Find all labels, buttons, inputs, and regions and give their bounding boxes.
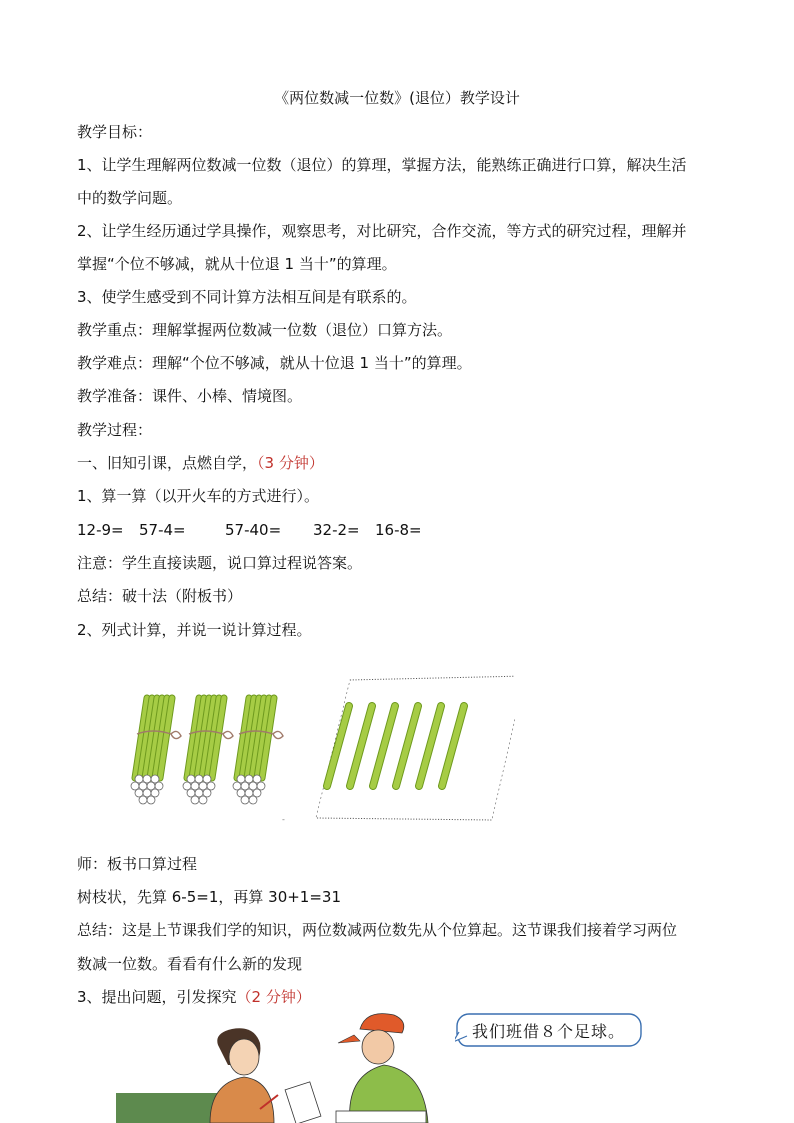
stick-bundle xyxy=(233,698,283,804)
objective-1-line-1: 1、让学生理解两位数减一位数（退位）的算理，掌握方法，能熟练正确进行口算，解决生活 xyxy=(77,156,687,174)
step-1: 1、算一算（以开火车的方式进行）。 xyxy=(77,487,320,505)
loose-stick xyxy=(373,706,395,786)
part-1-time: （3 分钟） xyxy=(257,454,324,472)
calc-item: 16-8= xyxy=(375,521,422,539)
teacher-note: 师：板书口算过程 xyxy=(77,855,198,873)
classroom-scene xyxy=(110,1005,470,1123)
sticks-illustration xyxy=(115,670,515,830)
calc-row xyxy=(77,520,724,540)
stick-bundle xyxy=(131,698,181,804)
calc-item: 57-4= xyxy=(139,521,186,539)
note: 注意：学生直接读题，说口算过程说答案。 xyxy=(77,554,363,572)
step-3-time: （2 分钟） xyxy=(236,988,311,1006)
part-1-heading xyxy=(77,453,724,473)
step-2: 2、列式计算，并说一说计算过程。 xyxy=(77,621,312,639)
part-1-label: 一、旧知引课，点燃自学， xyxy=(77,454,258,472)
step-3-heading xyxy=(77,987,724,1007)
preparation: 教学准备：课件、小棒、情境图。 xyxy=(77,387,303,405)
objectives-heading: 教学目标： xyxy=(77,123,153,141)
dashed-frame xyxy=(316,676,515,820)
stick-bundle xyxy=(183,698,233,804)
summary-1: 总结：破十法（附板书） xyxy=(77,587,243,605)
summary-2-line-1: 总结：这是上节课我们学的知识，两位数减两位数先从个位算起。这节课我们接着学习两位 xyxy=(77,921,678,939)
calc-item: 12-9= xyxy=(77,521,124,539)
loose-stick xyxy=(442,706,464,786)
objective-1-line-2: 中的数学问题。 xyxy=(77,189,183,207)
objective-3: 3、使学生感受到不同计算方法相互间是有联系的。 xyxy=(77,288,417,306)
objective-2-line-2: 掌握“个位不够减，就从十位退 1 当十”的算理。 xyxy=(77,255,397,273)
key-point: 教学重点：理解掌握两位数减一位数（退位）口算方法。 xyxy=(77,321,453,339)
loose-stick xyxy=(396,706,418,786)
boy-figure xyxy=(336,1014,428,1123)
step-3-label: 3、提出问题，引发探究 xyxy=(77,988,237,1006)
calc-item: 57-40= xyxy=(225,521,282,539)
summary-2-line-2: 数减一位数。看看有什么新的发现 xyxy=(77,955,303,973)
loose-stick xyxy=(419,706,441,786)
tick-mark: - xyxy=(282,815,285,824)
page-title: 《两位数减一位数》(退位）教学设计 xyxy=(274,89,520,107)
calc-item: 32-2= xyxy=(313,521,360,539)
loose-stick xyxy=(350,706,372,786)
tree-method: 树枝状，先算 6-5=1，再算 30+1=31 xyxy=(77,888,342,906)
difficulty: 教学难点：理解“个位不够减，就从十位退 1 当十”的算理。 xyxy=(77,354,472,372)
teacher-figure xyxy=(210,1028,321,1123)
speech-text: 我们班借８个足球。 xyxy=(472,1022,626,1041)
loose-stick xyxy=(327,706,349,786)
process-heading: 教学过程： xyxy=(77,421,153,439)
objective-2-line-1: 2、让学生经历通过学具操作，观察思考，对比研究，合作交流，等方式的研究过程，理解并 xyxy=(77,222,687,240)
